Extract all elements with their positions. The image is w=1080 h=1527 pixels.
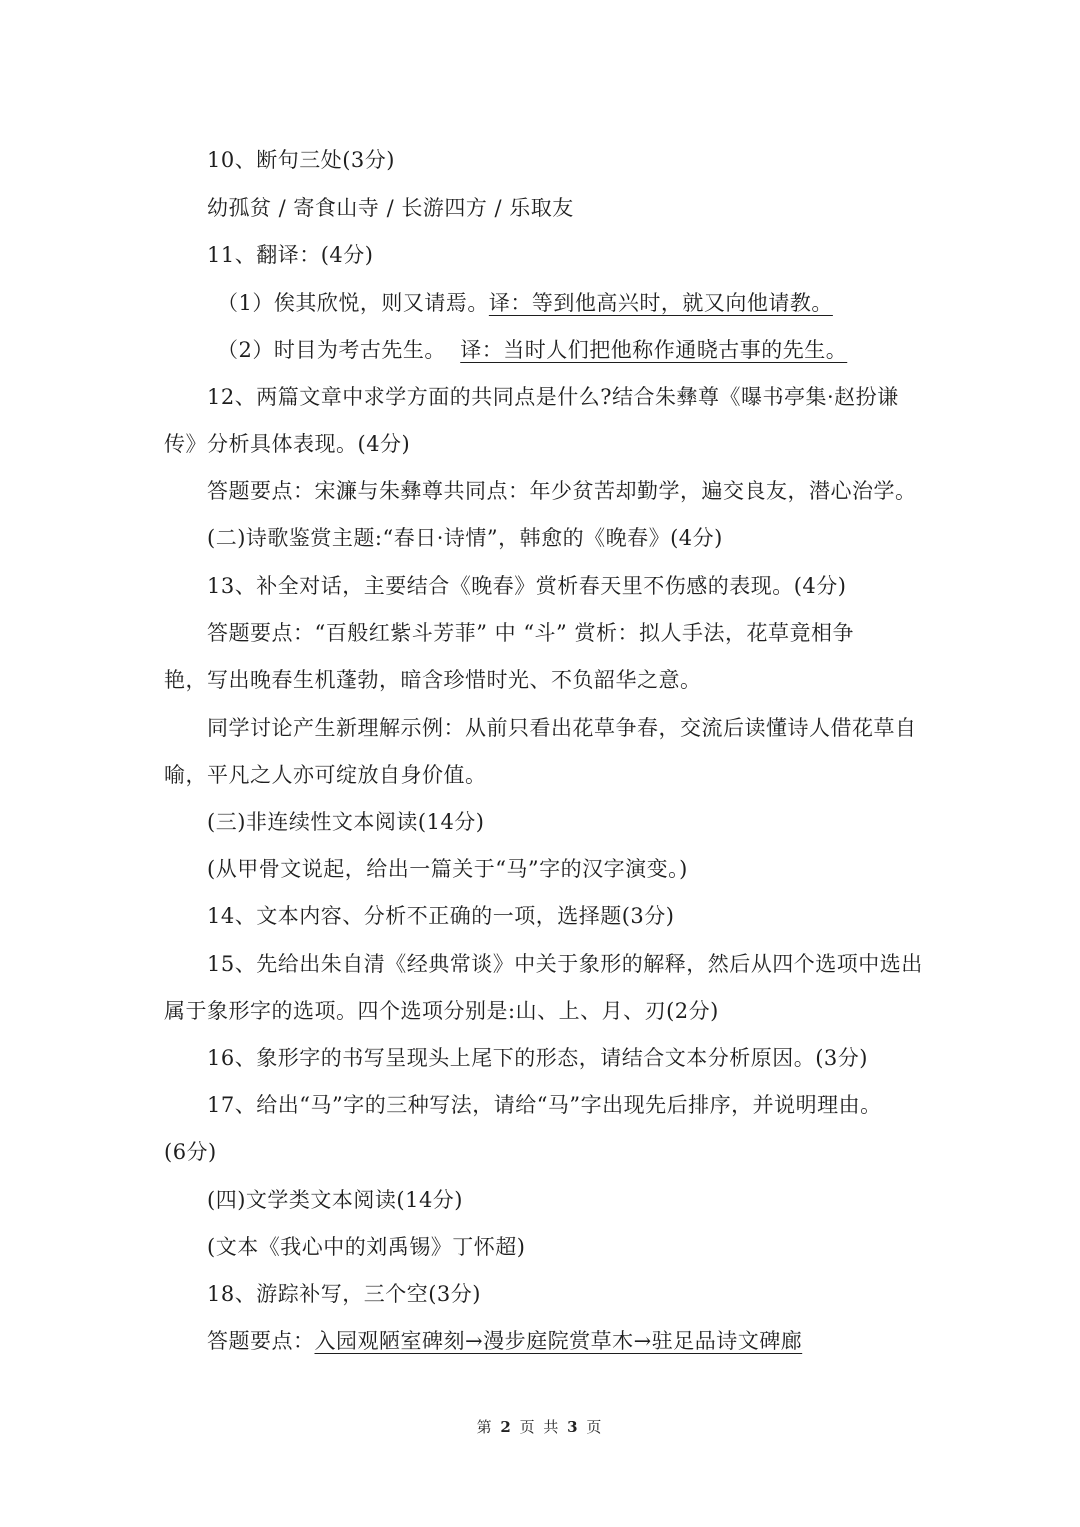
question-12-line-2: 传》分析具体表现。(4分) [164,432,411,456]
question-18: 18、游踪补写，三个空(3分) [207,1282,481,1306]
section-3-heading: (三)非连续性文本阅读(14分) [207,810,485,834]
current-page-number: 2 [500,1418,513,1436]
question-15-line-2: 属于象形字的选项。四个选项分别是:山、上、月、刃(2分) [164,999,719,1023]
question-11-item-2 [217,336,977,364]
question-15-line-1: 15、先给出朱自清《经典常谈》中关于象形的解释，然后从四个选项中选出 [207,952,923,976]
question-13-example-line-1: 同学讨论产生新理解示例：从前只看出花草争春，交流后读懂诗人借花草自 [207,716,917,740]
item-1-text: （1）俟其欣悦，则又请焉。 [217,291,489,315]
question-13-example-line-2: 喻，平凡之人亦可绽放自身价值。 [164,763,487,787]
question-14: 14、文本内容、分析不正确的一项，选择题(3分) [207,904,675,928]
item-2-text: （2）时目为考古先生。 [217,338,446,362]
footer-middle: 页 共 [519,1418,561,1436]
question-13: 13、补全对话，主要结合《晚春》赏析春天里不伤感的表现。(4分) [207,574,847,598]
question-17-line-1: 17、给出“马”字的三种写法，请给“马”字出现先后排序，并说明理由。 [207,1093,882,1117]
question-11-item-1 [217,289,977,317]
item-1-translation: 译：等到他高兴时，就又向他请教。 [488,291,833,315]
page-footer [0,1416,1080,1437]
question-12-answer: 答题要点：宋濂与朱彝尊共同点：年少贫苦却勤学，遍交良友，潜心治学。 [207,479,917,503]
section-3-note: (从甲骨文说起，给出一篇关于“马”字的汉字演变。) [207,857,688,881]
question-18-answer [207,1327,967,1355]
question-12-line-1: 12、两篇文章中求学方面的共同点是什么?结合朱彝尊《曝书亭集·赵扮谦 [207,385,899,409]
answer-route: 入园观陋室碑刻→漫步庭院赏草木→驻足品诗文碑廊 [314,1329,803,1353]
question-10-answer: 幼孤贫 / 寄食山寺 / 长游四方 / 乐取友 [207,196,574,220]
section-4-note: (文本《我心中的刘禹锡》丁怀超) [207,1235,526,1259]
question-11: 11、翻译：(4分) [207,243,374,267]
question-16: 16、象形字的书写呈现头上尾下的形态，请结合文本分析原因。(3分) [207,1046,868,1070]
question-10: 10、断句三处(3分) [207,148,395,172]
section-4-heading: (四)文学类文本阅读(14分) [207,1188,463,1212]
question-13-answer-line-2: 艳，写出晚春生机蓬勃，暗含珍惜时光、不负韶华之意。 [164,668,702,692]
section-2-heading: (二)诗歌鉴赏主题:“春日·诗情”，韩愈的《晚春》(4分) [207,526,723,550]
question-13-answer-line-1: 答题要点：“百般红紫斗芳菲” 中 “斗” 赏析：拟人手法，花草竟相争 [207,621,854,645]
footer-suffix: 页 [586,1418,604,1436]
question-17-line-2: (6分) [164,1140,217,1164]
answer-label: 答题要点： [207,1329,315,1353]
footer-prefix: 第 [476,1418,494,1436]
item-2-translation: 译：当时人们把他称作通晓古事的先生。 [460,338,848,362]
total-page-number: 3 [567,1418,580,1436]
